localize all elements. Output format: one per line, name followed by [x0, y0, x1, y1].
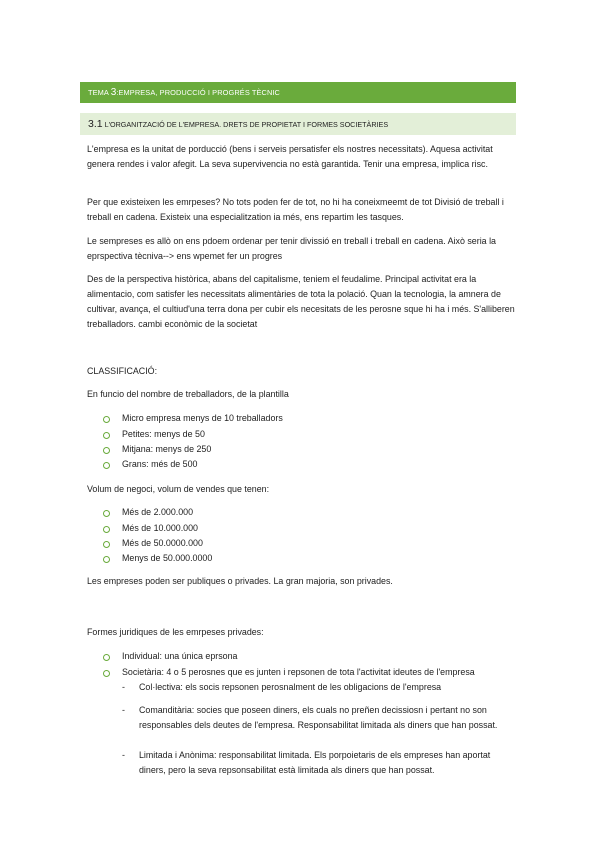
- turnover-intro: Volum de negoci, volum de vendes que tenen:: [87, 484, 270, 494]
- list-item: Més de 10.000.000: [122, 523, 198, 533]
- list-item: Mitjana: menys de 250: [122, 444, 212, 454]
- list-item: Micro empresa menys de 10 treballadors: [122, 413, 283, 423]
- sub-list-item: Col·lectiva: els socis repsonen perosnalment de les obligacions de l'empresa: [139, 682, 442, 692]
- workforce-intro: En funcio del nombre de treballadors, de la plantilla: [87, 389, 289, 399]
- bullet-marker: [103, 432, 110, 439]
- bullet-marker: [103, 556, 110, 563]
- dash-marker: -: [122, 682, 125, 692]
- sub-list-item: Comanditària: socies que poseen diners, els cuals no preñen decissiosn i pertant no son responsables dels deutes de l'empresa. Responsabilitat limitada als diners que han possat.: [139, 705, 498, 730]
- legal-forms-intro: Formes juridiques de les emrpeses privades:: [87, 627, 264, 637]
- paragraph-why-companies: Per que existeixen les emrpeses? No tots poden fer de tot, no hi ha coneixmeemt de tot Divisió de treball i treball en cadena. Existeix una especialitzation ia més, ens repartim les tasques.: [87, 197, 504, 222]
- list-item: Menys de 50.000.0000: [122, 553, 213, 563]
- section-title: L'ORGANITZACIÓ DE L'EMPRESA. DRETS DE PROPIETAT I FORMES SOCIETÀRIES: [104, 120, 389, 129]
- bullet-marker: [103, 447, 110, 454]
- bullet-marker: [103, 416, 110, 423]
- bullet-marker: [103, 510, 110, 517]
- paragraph-historical-perspective: Des de la perspectiva històrica, abans del capitalisme, teniem el feudalime. Principal activitat era la alimentacio, com satisfer les necessitats alimentàries de tota la polació. Quan la tecnologia, la amnera de cultivar, avança, el cultiud'una terra dona per cubir els necesitats de les perosne sque hi ha i més. S'alliberen treballadors. cambi econòmic de la societat: [87, 274, 515, 329]
- paragraph-definition: L'empresa es la unitat de porducció (bens i serveis persatisfer els nostres necessitats). Aquesa activitat genera rendes i valor afegit. La seva supervivencia no està garantida. Tenir una empresa, implica risc.: [87, 144, 493, 169]
- bullet-marker: [103, 462, 110, 469]
- list-item: Societària: 4 o 5 perosnes que es junten i repsonen de tota l'activitat ideutes de l'empresa: [122, 667, 475, 677]
- chapter-number: 3: [110, 87, 117, 98]
- classification-heading: CLASSIFICACIÓ:: [87, 366, 158, 376]
- section-number: 3.1: [88, 118, 103, 130]
- dash-marker: -: [122, 750, 125, 760]
- bullet-marker: [103, 654, 110, 661]
- list-item: Grans: més de 500: [122, 459, 198, 469]
- paragraph-technical-perspective: Le sempreses es allò on ens pdoem ordenar per tenir divissió en treball i treball en cadena. Això seria la eprspectiva tècniva--> ens wpemet fer un progres: [87, 236, 496, 261]
- list-item: Més de 2.000.000: [122, 507, 194, 517]
- chapter-header-bar: [80, 82, 516, 103]
- chapter-title: :EMPRESA, PRODUCCIÓ I PROGRÉS TÈCNIC: [116, 88, 280, 97]
- list-item: Petites: menys de 50: [122, 429, 205, 439]
- list-item: Més de 50.0000.000: [122, 538, 203, 548]
- public-private-paragraph: Les empreses poden ser publiques o privades. La gran majoria, son privades.: [87, 576, 393, 586]
- bullet-marker: [103, 670, 110, 677]
- chapter-prefix: TEMA: [88, 88, 109, 97]
- list-item: Individual: una única eprsona: [122, 651, 238, 661]
- section-header-bar: [80, 113, 516, 135]
- bullet-marker: [103, 541, 110, 548]
- bullet-marker: [103, 526, 110, 533]
- dash-marker: -: [122, 705, 125, 715]
- sub-list-item: Limitada i Anònima: responsabilitat limitada. Els porpoietaris de els empreses han aportat diners, pero la seva repsonsabilitat està limitada als diners que han possat.: [139, 750, 491, 775]
